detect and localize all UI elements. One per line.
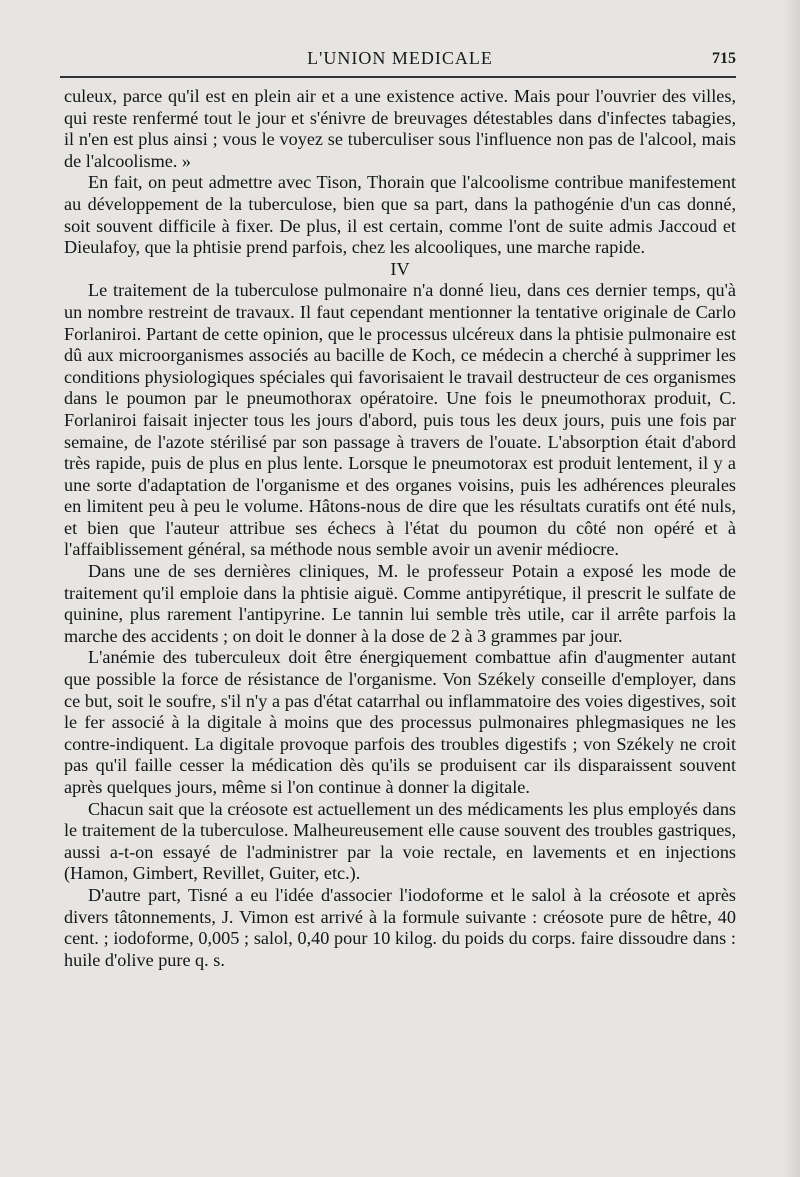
running-title: L'UNION MEDICALE — [307, 48, 493, 68]
paragraph-creosote: Chacun sait que la créosote est actuellement un des médicaments les plus employés dans le traitement de la tuberculose. Malheureusement elle cause souvent des troubles gastriques, aussi a-t-on essayé de l'administrer par la voie rectale, en lavements et en injections (Hamon, Gimbert, Revillet, Guiter, etc.). — [64, 798, 736, 884]
page-edge-shadow — [782, 0, 800, 1177]
paragraph-alcoholism: En fait, on peut admettre avec Tison, Thorain que l'alcoolisme contribue manifestement au développement de la tuberculose, bien que sa part, dans la pathogénie d'un cas donné, soit souvent difficile à fixer. De plus, il est certain, comme l'ont de suite admis Jaccoud et Dieulafoy, que la phtisie prend parfois, chez les alcooliques, une marche rapide. — [64, 172, 736, 258]
paragraph-formula: D'autre part, Tisné a eu l'idée d'associer l'iodoforme et le salol à la créosote et après divers tâtonnements, J. Vimon est arrivé à la formule suivante : créosote pure de hêtre, 40 cent. ; iodoforme, 0,005 ; salol, 0,40 pour 10 kilog. du poids du corps. faire dissoudre dans : huile d'olive pure q. s. — [64, 884, 736, 970]
paragraph-treatment: Le traitement de la tuberculose pulmonaire n'a donné lieu, dans ces dernier temps, qu'à un nombre restreint de travaux. Il faut cependant mentionner la tentative originale de Carlo Forlaniroi. Partant de cette opinion, que le processus ulcéreux dans la phtisie pulmonaire est dû aux microorganismes associés au bacille de Koch, ce médecin a cherché à supprimer les conditions physiologiques spéciales qui favorisaient le travail destructeur de ces organismes dans le poumon par le pneumothorax opératoire. Une fois le pneumothorax produit, C. Forlaniroi faisait injecter tous les jours d'abord, puis tous les deux jours, puis une fois par semaine, de l'azote stérilisé par son passage à travers de l'ouate. L'absorption était d'abord très rapide, puis de plus en plus lente. Lorsque le pneumotorax est produit lentement, il y a une sorte d'adaptation de l'organisme et des organes voisins, puis les adhérences pleurales en limitent peu à peu le volume. Hâtons-nous de dire que les résultats curatifs ont été nuls, et bien que l'auteur attribue ses échecs à l'état du poumon du côté non opéré et à l'affaiblissement général, sa méthode nous semble avoir un avenir médiocre. — [64, 280, 736, 560]
header-rule — [60, 76, 736, 78]
page-header — [64, 48, 736, 74]
page-number: 715 — [712, 50, 736, 67]
paragraph-potain: Dans une de ses dernières cliniques, M. le professeur Potain a exposé les mode de traitement qu'il emploie dans la phtisie aiguë. Comme antipyrétique, il prescrit le sulfate de quinine, plus rarement l'antipyrine. Le tannin lui semble très utile, car il arrête parfois la marche des accidents ; on doit le donner à la dose de 2 à 3 grammes par jour. — [64, 561, 736, 646]
section-number: IV — [390, 258, 410, 279]
paragraph-anemia: L'anémie des tuberculeux doit être énergiquement combattue afin d'augmenter autant que possible la force de résistance de l'organisme. Von Székely conseille d'employer, dans ce but, soit le soufre, s'il n'y a pas d'état catarrhal ou inflammatoire des voies digestives, soit le fer associé à la digitale à moins que des processus pulmonaires phlegmasiques ne les contre-indiquent. La digitale provoque parfois des troubles digestifs ; von Székely ne croit pas qu'il faille cesser la médication dès qu'ils se produisent car ils disparaissent souvent après quelques jours, même si l'on continue à donner la digitale. — [64, 647, 736, 797]
article-body — [64, 86, 736, 971]
paragraph-continuation: culeux, parce qu'il est en plein air et a une existence active. Mais pour l'ouvrier des villes, qui reste renfermé tout le jour et s'énivre de breuvages détestables dans d'infectes tabagies, il n'en est plus ainsi ; vous le voyez se tuberculiser sous l'influence non pas de l'alcool, mais de l'alcoolisme. » — [64, 86, 736, 171]
